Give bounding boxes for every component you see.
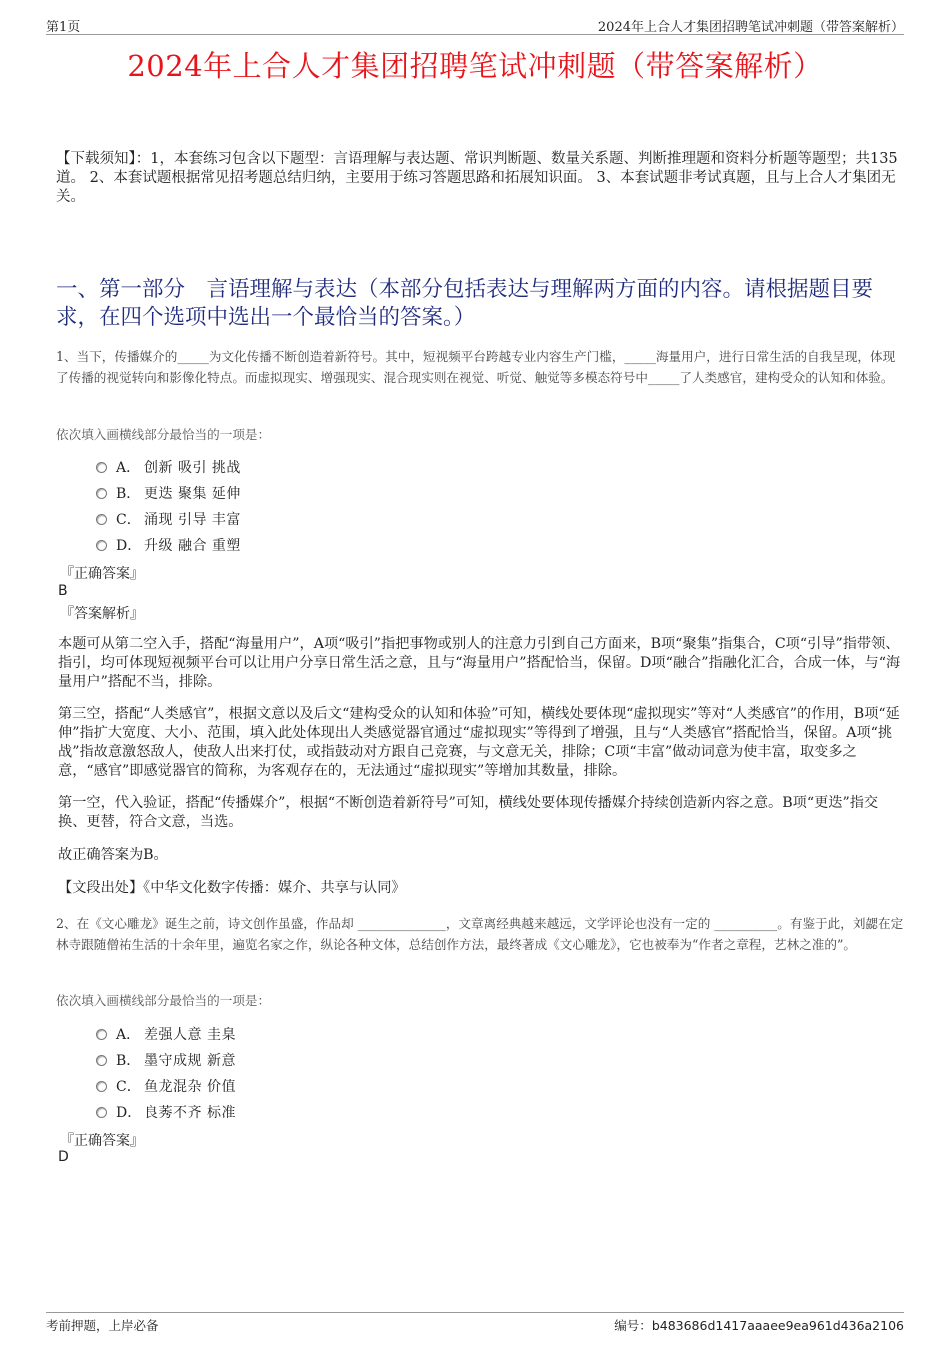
radio-icon[interactable] — [96, 462, 107, 473]
q1-answer: B — [58, 583, 68, 599]
q1-option-c[interactable]: C． 涌现 引导 丰富 — [96, 509, 241, 529]
radio-icon[interactable] — [96, 488, 107, 499]
q2-option-a[interactable]: A． 差强人意 圭臬 — [96, 1024, 236, 1044]
question-1-prompt: 依次填入画横线部分最恰当的一项是： — [56, 427, 271, 442]
q1-analysis-paragraph: 第一空，代入验证，搭配“传播媒介”，根据“不断创造着新符号”可知，横线处要体现传播媒介持续创造新内容之意。B项“更迭”指交换、更替，符合文意，当选。 — [58, 795, 879, 830]
question-2-prompt: 依次填入画横线部分最恰当的一项是： — [56, 993, 271, 1008]
q1-analysis-paragraph: 本题可从第二空入手，搭配“海量用户”，A项“吸引”指把事物或别人的注意力引到自己方面来，B项“聚集”指集合，C项“引导”指带领、指引，均可体现短视频平台可以让用户分享日常生活之意，且与“海量用户”搭配恰当，保留。D项“融合”指融化汇合，合成一体，与“海量用户”搭配不当，排除。 — [58, 636, 901, 690]
q1-answer-label: 『正确答案』 — [60, 566, 144, 582]
q1-source: 【文段出处】《中华文化数字传播：媒介、共享与认同》 — [58, 880, 406, 896]
header-doc-title: 2024年上合人才集团招聘笔试冲刺题（带答案解析） — [597, 20, 904, 35]
download-notice: 【下载须知】：1，本套练习包含以下题型：言语理解与表达题、常识判断题、数量关系题、判断推理题和资料分析题等题型；共135道。 2、本套试题根据常见招考题总结归纳，主要用于练习答题思路和拓展知识面。 3、本套试题非考试真题，且与上合人才集团无关。 — [56, 151, 898, 205]
q2-answer-label: 『正确答案』 — [60, 1133, 144, 1149]
radio-icon[interactable] — [96, 514, 107, 525]
page-footer — [46, 1312, 904, 1333]
q2-option-d[interactable]: D． 良莠不齐 标准 — [96, 1102, 236, 1122]
radio-icon[interactable] — [96, 1055, 107, 1066]
footer-code: 编号：b483686d1417aaaee9ea961d436a2106 — [614, 1318, 904, 1333]
q1-option-a[interactable]: A． 创新 吸引 挑战 — [96, 457, 241, 477]
q2-option-c[interactable]: C． 鱼龙混杂 价值 — [96, 1076, 236, 1096]
radio-icon[interactable] — [96, 1107, 107, 1118]
question-2-stem: 2、在《文心雕龙》诞生之前，诗文创作虽盛，作品却 ______________，文章离经典越来越远，文学评论也没有一定的 __________。有鉴于此，刘勰在定林寺跟随僧祐生活的十余年里，遍览名家之作，纵论各种文体，总结创作方法，最终著成《文心雕龙》，它也被奉为“作者之章程，艺林之准的”。 — [56, 916, 904, 952]
page-number: 第1页 — [46, 20, 81, 35]
page-title: 2024年上合人才集团招聘笔试冲刺题（带答案解析） — [127, 49, 823, 83]
radio-icon[interactable] — [96, 1081, 107, 1092]
q2-option-b[interactable]: B． 墨守成规 新意 — [96, 1050, 236, 1070]
q1-analysis-conclusion: 故正确答案为B。 — [58, 847, 168, 863]
q1-option-b[interactable]: B． 更迭 聚集 延伸 — [96, 483, 241, 503]
section-heading: 一、第一部分 言语理解与表达（本部分包括表达与理解两方面的内容。请根据题目要求，在四个选项中选出一个最恰当的答案。） — [56, 277, 874, 330]
radio-icon[interactable] — [96, 1029, 107, 1040]
question-1-stem: 1、当下，传播媒介的_____为文化传播不断创造着新符号。其中，短视频平台跨越专业内容生产门槛，_____海量用户，进行日常生活的自我呈现，体现了传播的视觉转向和影像化特点。而虚拟现实、增强现实、混合现实则在视觉、听觉、触觉等多模态符号中_____了人类感官，建构受众的认知和体验。 — [56, 349, 896, 385]
q2-answer: D — [58, 1149, 69, 1165]
q1-analysis-label: 『答案解析』 — [60, 606, 144, 622]
q1-option-d[interactable]: D． 升级 融合 重塑 — [96, 535, 241, 555]
q1-analysis-paragraph: 第三空，搭配“人类感官”，根据文意以及后文“建构受众的认知和体验”可知，横线处要体现“虚拟现实”等对“人类感官”的作用，B项“延伸”指扩大宽度、大小、范围，填入此处体现出人类感觉器官通过“虚拟现实”等得到了增强，且与“人类感官”搭配恰当，保留。A项“挑战”指故意激怒敌人，使敌人出来打仗，或指鼓动对方跟自己竞赛，与文意无关，排除；C项“丰富”做动词意为使丰富，取变多之意，“感官”即感觉器官的简称，为客观存在的，无法通过“虚拟现实”等增加其数量，排除。 — [58, 706, 900, 779]
radio-icon[interactable] — [96, 540, 107, 551]
page-header — [46, 14, 904, 35]
footer-slogan: 考前押题，上岸必备 — [46, 1318, 159, 1333]
